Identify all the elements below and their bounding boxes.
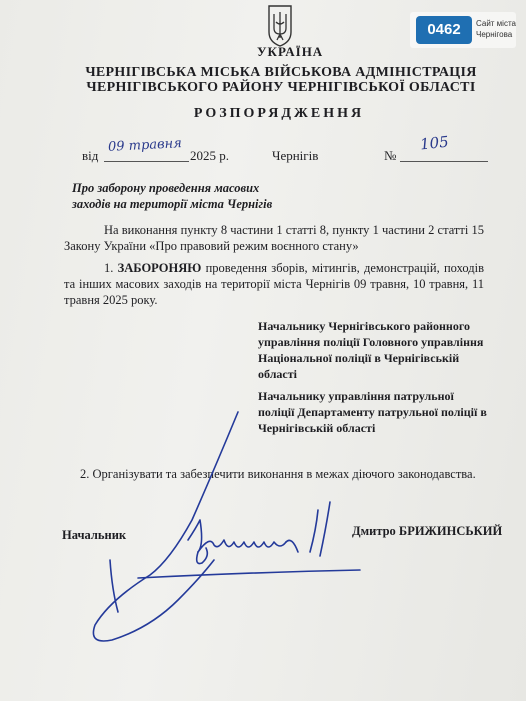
organization-name-line1: ЧЕРНІГІВСЬКА МІСЬКА ВІЙСЬКОВА АДМІНІСТРАЦІЯ [85, 65, 477, 80]
organization-name-line2: ЧЕРНІГІВСЬКОГО РАЙОНУ ЧЕРНІГІВСЬКОЇ ОБЛАСТІ [86, 80, 476, 95]
date-label: від [82, 148, 99, 163]
addressee-1: Начальнику Чернігівського районного управління поліції Головного управління Національної поліції в Чернігівській області [258, 319, 484, 381]
item-1-bold-verb: ЗАБОРОНЯЮ [117, 261, 202, 275]
number-label: № [384, 148, 397, 163]
country-name: УКРАЇНА [257, 44, 324, 59]
subject-line2: заходів на території міста Чернігів [72, 197, 273, 211]
date-handwritten: 09 травня [107, 136, 183, 155]
item-1-number: 1. [104, 261, 114, 275]
signatory-position: Начальник [62, 528, 127, 542]
item-2-text: Організувати та забезпечити виконання в межах діючого законодавства. [92, 467, 476, 481]
city-name: Чернігів [272, 148, 319, 163]
preamble-paragraph: На виконання пункту 8 частини 1 статті 8, пункту 1 частини 2 статті 15 Закону України «Про правовий режим воєнного стану» [64, 223, 484, 253]
site-logo-badge: 0462 [416, 16, 472, 44]
date-year: 2025 р. [190, 148, 229, 163]
site-watermark-line1: Сайт міста [476, 19, 516, 28]
site-watermark-line2: Чернігова [476, 30, 513, 39]
item-1-text: проведення зборів, мітингів, демонстрацій, походів та інших масових заходів на території міста Чернігів 09 травня, 10 травня, 11 травня 2025 року. [64, 261, 484, 307]
addressee-2: Начальнику управління патрульної поліції Департаменту патрульної поліції в Чернігівській області [258, 389, 487, 435]
subject-line1: Про заборону проведення масових [72, 181, 260, 195]
number-handwritten: 105 [419, 132, 450, 154]
item-2-number: 2. [80, 467, 90, 481]
site-watermark [410, 12, 516, 48]
document-type-title: РОЗПОРЯДЖЕННЯ [193, 106, 365, 121]
signatory-name: Дмитро БРИЖИНСЬКИЙ [352, 524, 503, 538]
